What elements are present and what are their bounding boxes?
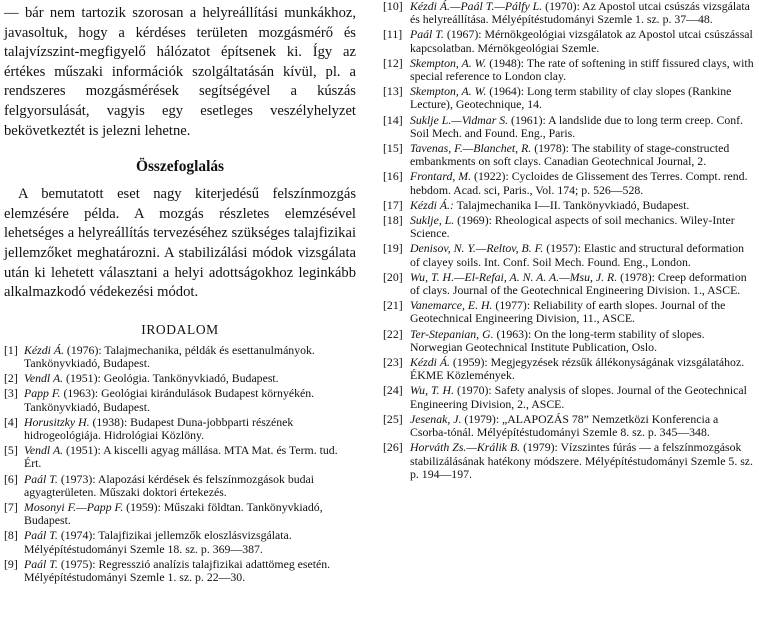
reference-author: Horusitzky H. [24,414,90,429]
reference-item [383,85,755,111]
reference-item [4,473,356,499]
reference-number: [1] [4,342,18,357]
reference-number: [21] [383,298,403,313]
reference-text: (1948): The rate of softening in stiff fissured clays, with special reference to London clay. [410,55,754,84]
reference-author: Paál T. [24,471,58,486]
reference-item [383,271,755,297]
reference-author: Kézdi Á.: [410,197,454,212]
reference-item [383,114,755,140]
reference-text: (1951): A kiscelli agyag mállása. MTA Mat. és Term. tud. Ért. [24,443,338,471]
reference-text: (1979): Vízszintes fúrás — a felszínmozgások stabilizálásának hatékony módszere. Mélyépítéstudományi Szemle 5. sz. p. 194—197. [410,440,753,481]
reference-number: [25] [383,411,403,426]
reference-text: (1978): The stability of stage-constructed embankments on soft clays. Canadian Geotechnical Journal, 2. [410,141,730,169]
reference-number: [17] [383,197,403,212]
left-column [4,0,356,586]
reference-number: [7] [4,499,18,514]
reference-author: Ter-Stepanian, G. [410,326,494,341]
reference-number: [14] [383,112,403,127]
reference-text: (1970): Az Apostol utcai csúszás vizsgálata és helyreállítása. Mélyépítéstudományi Szemle 1. sz. p. 37—48. [410,0,750,27]
reference-number: [15] [383,141,403,156]
reference-author: Paál T. [410,27,444,42]
reference-number: [26] [383,440,403,455]
reference-text: (1922): Cycloides de Glissement des Terres. Compt. rend. hebdom. Acad. sci, Paris., Vol. 174; p. 526—528. [410,169,748,197]
reference-number: [4] [4,414,18,429]
reference-text: (1979): „ALAPOZÁS 78” Nemzetközi Konferencia a Csorba-tónál. Mélyépítéstudományi Szemle 8. sz. p. 345—348. [410,411,719,440]
reference-author: Skempton, A. W. [410,84,487,99]
reference-author: Tavenas, F.—Blanchet, R. [410,141,532,156]
reference-item [4,372,356,385]
reference-author: Wu, T. H.—El-Refai, A. N. A. A.—Msu, J. R. [410,269,618,284]
references-heading: IRODALOM [141,321,219,337]
reference-number: [19] [383,241,403,256]
reference-number: [24] [383,383,403,398]
reference-text: (1959): Megjegyzések rézsűk állékonyságának vizsgálatához. ÉKME Közlemények. [410,355,745,383]
reference-item [383,170,755,196]
reference-item [383,199,755,212]
reference-number: [12] [383,55,403,70]
reference-item [383,356,755,382]
reference-item [383,441,755,481]
reference-author: Papp F. [24,386,61,401]
reference-item [383,0,755,26]
reference-text: (1959): Műszaki földtan. Tankönyvkiadó, Budapest. [24,499,323,528]
reference-number: [5] [4,443,18,458]
reference-number: [18] [383,213,403,228]
reference-number: [20] [383,269,403,284]
reference-text: (1961): A landslide due to long term creep. Conf. Soil Mech. and Found. Eng., Paris. [410,112,743,140]
intro-paragraph: — bár nem tartozik szorosan a helyreállítási munkákhoz, javasoltuk, hogy a kérdéses területen mozgásmérő és talajvízszint-megfigyelő hálózatot építsenek ki. Így az értékes műszaki információk szolgáltatásán kívül, pl. a rendszeres mozgásmérések segítségével a kúszás felgyorsulását, vagyis egy esetleges veszélyhelyzet bekövetkeztét is jelezni lehetne. [4,5,356,139]
reference-text: (1976): Talajmechanika, példák és esettanulmányok. Tankönyvkiadó, Budapest. [24,342,315,370]
reference-item [4,344,356,370]
reference-item [383,28,755,54]
reference-item [383,142,755,168]
reference-item [4,501,356,527]
reference-author: Skempton, A. W. [410,55,487,70]
summary-heading: Összefoglalás [135,158,225,176]
reference-item [383,384,755,410]
reference-number: [23] [383,355,403,370]
reference-item [383,413,755,439]
reference-number: [6] [4,471,18,486]
reference-number: [2] [4,371,18,386]
reference-author: Mosonyi F.—Papp F. [24,499,124,514]
reference-number: [10] [383,0,403,13]
reference-author: Paál T. [24,528,58,543]
reference-item [383,242,755,268]
reference-author: Vendl A. [24,371,64,386]
reference-item [383,214,755,240]
reference-number: [8] [4,528,18,543]
reference-text: (1967): Mérnökgeológiai vizsgálatok az Apostol utcai csúszással kapcsolatban. Mérnökgeológiai Szemle. [410,27,753,55]
reference-text: (1975): Regresszió analízis talajfizikai adattömeg esetén. Mélyépítéstudományi Szemle 1. sz. p. 22—30. [24,556,331,584]
reference-number: [11] [383,27,403,42]
reference-number: [16] [383,169,403,184]
reference-item [4,416,356,442]
reference-item [383,299,755,325]
reference-author: Suklje, L. [410,213,455,228]
reference-author: Horváth Zs.—Králik B. [410,440,521,455]
reference-author: Kézdi Á.—Paál T.—Pálfy L. [410,0,543,13]
right-column [383,0,755,483]
reference-author: Wu, T. H. [410,383,455,398]
reference-author: Denisov, N. Y.—Reltov, B. F. [410,241,544,256]
reference-item [4,444,356,470]
reference-text: (1978): Creep deformation of clays. Journal of the Geotechnical Engineering Division. 1., ASCE. [410,269,747,298]
reference-item [4,558,356,584]
reference-text: (1963): On the long-term stability of slopes. Norwegian Geotechnical Institute Publication, Oslo. [410,326,705,354]
summary-paragraph: A bemutatott eset nagy kiterjedésű felszínmozgás elemzésére példa. A mozgás részletes elemzésével lehetséges a helyreállítás tervezéséhez szükséges talajfizikai jellemzőket meghatározni. A stabilizálási módok vizsgálata után ki lehetett választani a helyi adottságokhoz leginkább alkalmazkodó védekezési módot. [4,186,356,301]
reference-text: (1951): Geológia. Tankönyvkiadó, Budapest. [63,371,279,386]
reference-author: Jesenak, J. [410,411,462,426]
reference-author: Kézdi Á. [410,355,450,370]
reference-author: Vanemarce, E. H. [410,298,493,313]
reference-text: (1969): Rheological aspects of soil mechanics. Wiley-Inter Science. [410,213,735,241]
reference-text: (1957): Elastic and structural deformation of clayey soils. Int. Conf. Soil Mech. Found. Eng., London. [410,241,745,269]
reference-author: Paál T. [24,556,58,571]
reference-number: [13] [383,84,403,99]
reference-item [4,529,356,555]
reference-text: (1970): Safety analysis of slopes. Journal of the Geotechnical Engineering Division, 2., ASCE. [410,383,747,411]
reference-text: (1977): Reliability of earth slopes. Journal of the Geotechnical Engineering Division, 11., ASCE. [410,298,726,326]
reference-item [383,328,755,354]
reference-author: Suklje L.—Vidmar S. [410,112,509,127]
reference-list-right [383,0,755,481]
reference-list-left [4,344,356,584]
reference-author: Kézdi Á. [24,342,64,357]
reference-item [383,57,755,83]
reference-text: (1963): Geológiai kirándulások Budapest környékén. Tankönyvkiadó, Budapest. [24,386,315,414]
reference-author: Frontard, M. [410,169,472,184]
reference-text: (1964): Long term stability of clay slopes (Rankine Lecture), Geotechnique, 14. [410,84,732,112]
reference-item [4,387,356,413]
reference-text: (1973): Alapozási kérdések és felszínmozgások budai agyagterületen. Műszaki doktori értekezés. [24,471,315,499]
reference-text: (1938): Budapest Duna-jobbparti részének hidrogeológiája. Hidrológiai Közlöny. [24,414,294,442]
reference-number: [22] [383,326,403,341]
reference-text: (1974): Talajfizikai jellemzők eloszlásvizsgálata. Mélyépítéstudományi Szemle 18. sz. p. 369—387. [24,528,292,556]
reference-text: Talajmechanika I—II. Tankönyvkiadó, Budapest. [453,197,690,212]
reference-number: [3] [4,386,18,401]
reference-author: Vendl A. [24,443,64,458]
reference-number: [9] [4,556,18,571]
